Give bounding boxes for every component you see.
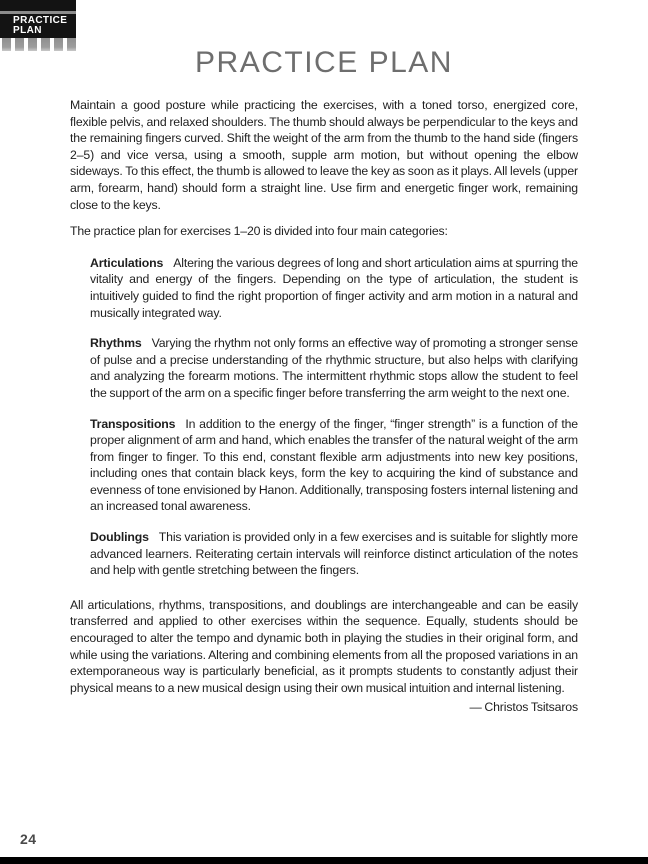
category-doublings [90, 529, 578, 579]
footer-bar [0, 857, 648, 864]
series-badge-line2: PLAN [13, 25, 42, 36]
piano-key-icon [2, 38, 11, 51]
attribution: — Christos Tsitsaros [469, 700, 578, 715]
closing-paragraph: All articulations, rhythms, transpositions, and doublings are interchangeable and can be easily transferred and applied to other exercises within the sequence. Equally, students should be encouraged to alter the tempo and dynamic both in playing the studies in their original form, and while using the variations. Altering and combining elements from all the proposed variations in an extemporaneous way is particularly beneficial, as it prompts students to constantly adjust their physical means to a new musical design using their own musical intuition and internal listening. [70, 597, 578, 695]
category-text-transpositions: In addition to the energy of the finger, “finger strength” is a function of the proper alignment of arm and hand, which enables the transfer of the natural weight of the arm from finger to finger. To this end, constant flexible arm adjustments into new key positions, including ones that contain black keys, form the key to acquiring the kind of substance and evenness of tone envisioned by Hanon. Additionally, transposing fosters internal listening and an increased tonal awareness. [90, 416, 578, 514]
page-title: PRACTICE PLAN [195, 46, 453, 79]
category-name-rhythms: Rhythms [90, 336, 142, 351]
category-articulations [90, 255, 578, 321]
piano-key-icon [54, 38, 63, 51]
page-number: 24 [20, 831, 37, 847]
series-badge [0, 0, 76, 38]
piano-key-icon [41, 38, 50, 51]
category-name-doublings: Doublings [90, 530, 149, 545]
piano-key-icon [15, 38, 24, 51]
categories-lead: The practice plan for exercises 1–20 is divided into four main categories: [70, 224, 448, 239]
series-badge-line1: PRACTICE [13, 15, 68, 26]
badge-stripe [0, 11, 76, 14]
category-text-doublings: This variation is provided only in a few exercises and is suitable for slightly more advanced learners. Reiterating certain intervals will reinforce distinct articulation of the notes and help with gentle stretching between the fingers. [90, 530, 578, 578]
category-text-articulations: Altering the various degrees of long and short articulation aims at spurring the vitality and energy of the fingers. Depending on the type of articulation, the student is intuitively guided to find the right proportion of finger activity and arm motion in a natural and musically integrated way. [90, 255, 578, 320]
category-name-articulations: Articulations [90, 255, 164, 270]
category-name-transpositions: Transpositions [90, 416, 176, 431]
piano-keys-icon [2, 38, 76, 51]
intro-paragraph: Maintain a good posture while practicing the exercises, with a toned torso, energized core, flexible pelvis, and relaxed shoulders. The thumb should always be perpendicular to the keys and the remaining fingers curved. Shift the weight of the arm from the thumb to the hand side (fingers 2–5) and vice versa, using a smooth, supple arm motion, but without opening the elbow sideways. To this effect, the thumb is allowed to leave the key as soon as it plays. All levels (upper arm, forearm, hand) should form a straight line. Use firm and energetic finger work, remaining close to the keys. [70, 98, 578, 212]
category-text-rhythms: Varying the rhythm not only forms an effective way of promoting a stronger sense of pulse and a precise understanding of the rhythmic structure, but also helps with clarifying and analyzing the forearm motions. The intermittent rhythmic stops allow the student to feel the support of the arm on a specific finger before transferring the arm weight to the next one. [90, 336, 578, 400]
category-transpositions [90, 416, 578, 516]
piano-key-icon [28, 38, 37, 51]
series-badge-label [13, 16, 67, 36]
content-block [70, 97, 578, 716]
category-rhythms [90, 335, 578, 401]
